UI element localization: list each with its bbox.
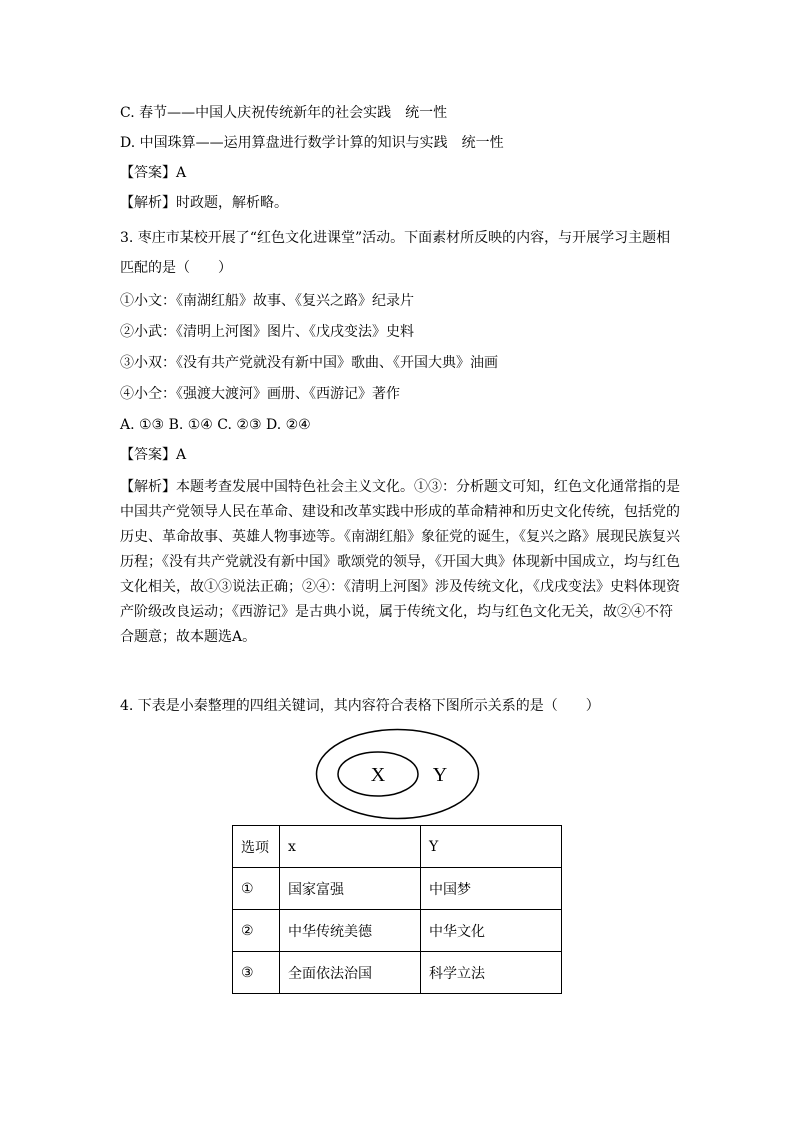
table-cell: 国家富强 <box>280 868 421 910</box>
question-3-item-4: ④小仝：《强渡大渡河》画册、《西游记》著作 <box>120 386 400 402</box>
options-table <box>232 825 562 994</box>
header-cell: x <box>280 826 421 868</box>
answer-3: 【答案】A <box>120 447 187 463</box>
table-header-row <box>233 826 562 868</box>
table-cell: 全面依法治国 <box>280 952 421 994</box>
venn-label-x: X <box>370 764 386 786</box>
table-cell: 中华文化 <box>421 910 562 952</box>
table-cell: 科学立法 <box>421 952 562 994</box>
question-3-line-1: 3. 枣庄市某校开展了“红色文化进课堂”活动。下面素材所反映的内容，与开展学习主题相 <box>120 230 671 246</box>
question-3-choices: A. ①③ B. ①④ C. ②③ D. ②④ <box>120 417 311 433</box>
table-cell: 中华传统美德 <box>280 910 421 952</box>
venn-label-y: Y <box>432 764 448 786</box>
table-cell: ① <box>233 868 280 910</box>
option-c: C. 春节——中国人庆祝传统新年的社会实践 统一性 <box>120 105 448 121</box>
venn-diagram <box>315 728 480 820</box>
table-cell: ③ <box>233 952 280 994</box>
table-cell: ② <box>233 910 280 952</box>
option-d: D. 中国珠算——运用算盘进行数学计算的知识与实践 统一性 <box>120 135 504 151</box>
table-cell: 中国梦 <box>421 868 562 910</box>
header-cell: Y <box>421 826 562 868</box>
outer-ellipse <box>317 730 479 819</box>
question-3-item-3: ③小双：《没有共产党就没有新中国》歌曲、《开国大典》油画 <box>120 355 498 371</box>
question-4: 4. 下表是小秦整理的四组关键词，其内容符合表格下图所示关系的是（ ） <box>120 698 600 714</box>
answer-2: 【答案】A <box>120 165 187 181</box>
question-3-line-2: 匹配的是（ ） <box>120 260 232 276</box>
header-cell: 选项 <box>233 826 280 868</box>
table-row <box>233 868 562 910</box>
question-3-item-2: ②小武：《清明上河图》图片、《戊戌变法》史料 <box>120 324 414 340</box>
table-row <box>233 910 562 952</box>
analysis-3: 【解析】本题考查发展中国特色社会主义文化。①③：分析题文可知，红色文化通常指的是中国共产党领导人民在革命、建设和改革实践中形成的革命精神和历史文化传统，包括党的历史、革命故事、英雄人物事迹等。《南湖红船》象征党的诞生，《复兴之路》展现民族复兴历程；《没有共产党就没有新中国》歌颂党的领导，《开国大典》体现新中国成立，均与红色文化相关，故①③说法正确；②④：《清明上河图》涉及传统文化，《戊戌变法》史料体现资产阶级改良运动；《西游记》是古典小说，属于传统文化，均与红色文化无关，故②④不符合题意；故本题选A。 <box>120 479 680 645</box>
question-3-item-1: ①小文：《南湖红船》故事、《复兴之路》纪录片 <box>120 293 414 309</box>
analysis-2: 【解析】时政题，解析略。 <box>120 195 288 211</box>
table-row <box>233 952 562 994</box>
